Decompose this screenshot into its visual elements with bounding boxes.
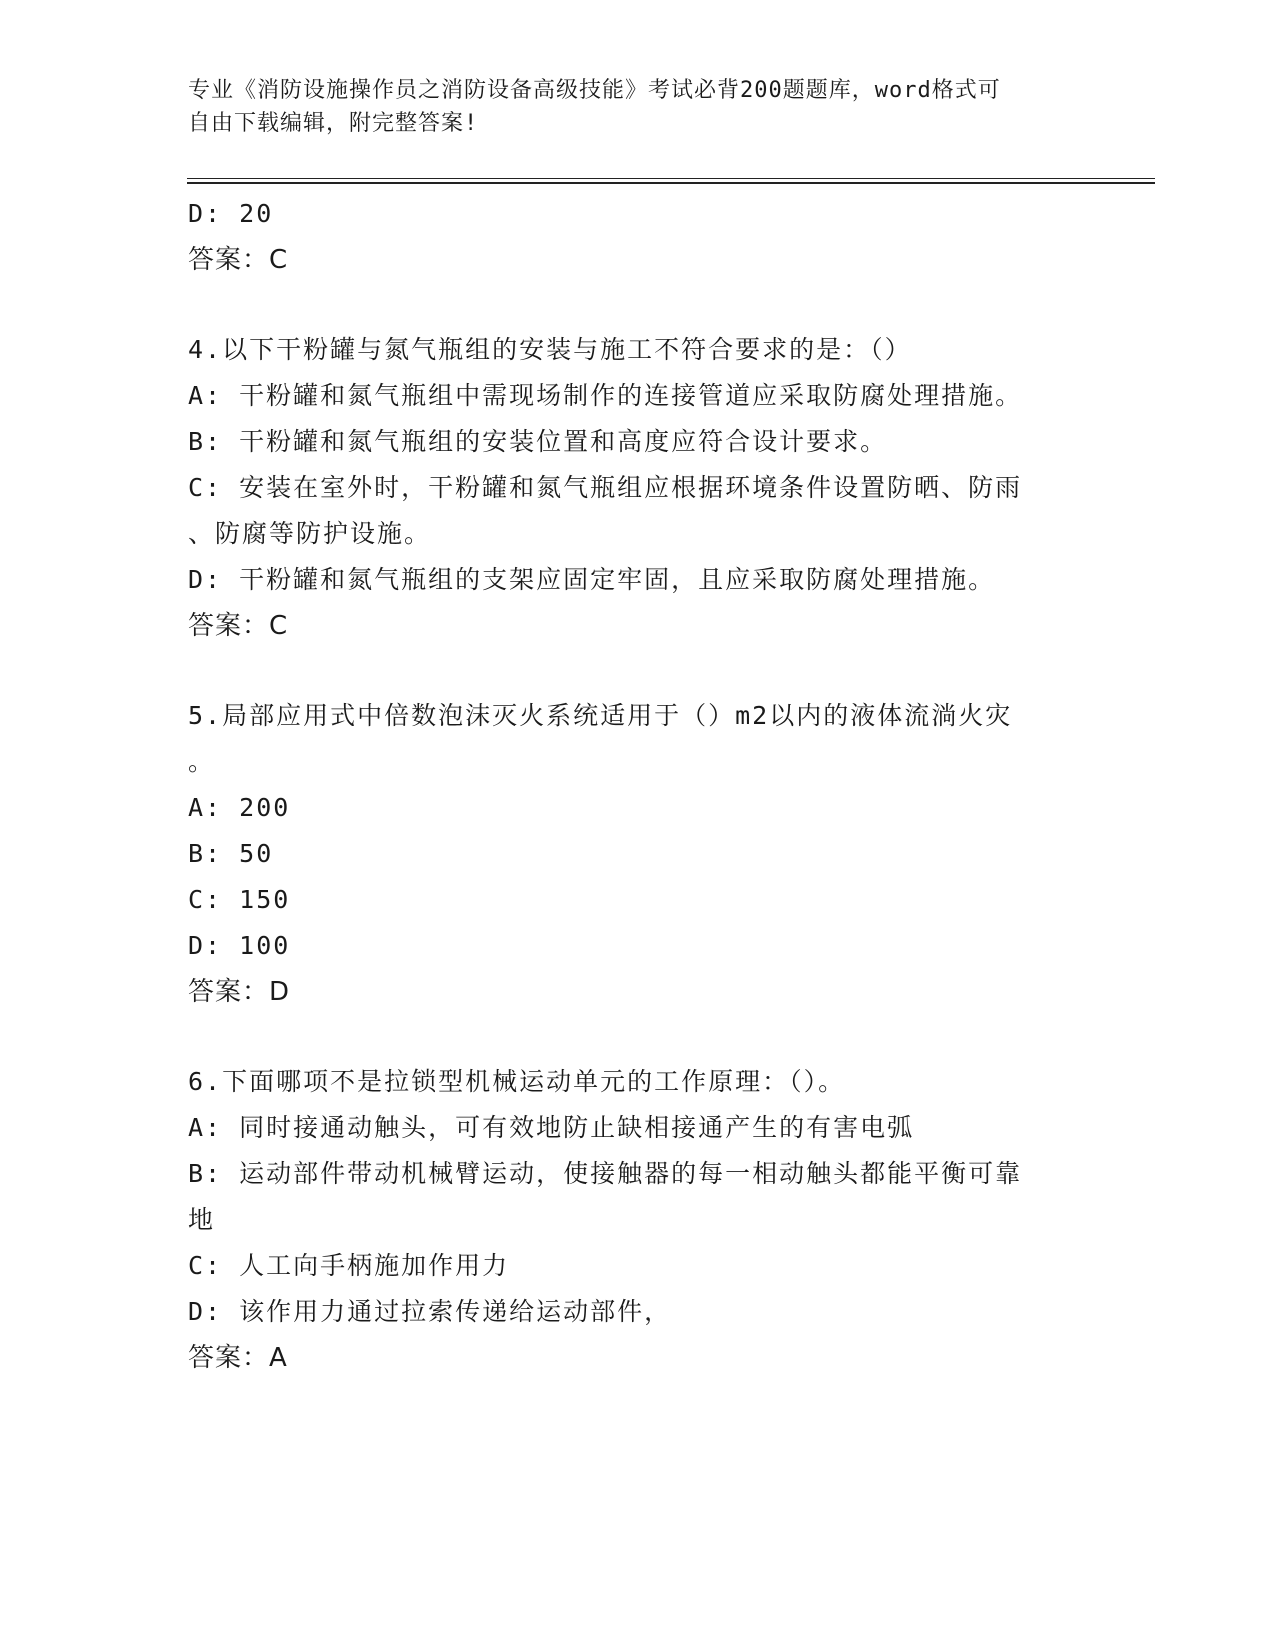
option-c: C: 150 <box>188 885 291 914</box>
option-d: D: 该作用力通过拉索传递给运动部件， <box>188 1297 672 1326</box>
question-text: 5.局部应用式中倍数泡沫灭火系统适用于（）m2以内的液体流淌火灾 <box>188 701 1013 730</box>
answer: 答案：C <box>188 611 289 641</box>
option-c: C: 人工向手柄施加作用力 <box>188 1251 510 1280</box>
answer: 答案：D <box>188 977 291 1007</box>
question-block-4 <box>188 327 1088 649</box>
answer: 答案：C <box>188 245 289 275</box>
option-b-continued: 地 <box>188 1205 216 1234</box>
question-block-5 <box>188 693 1088 1015</box>
option-b: B: 50 <box>188 839 274 868</box>
document-header <box>188 74 1088 140</box>
answer: 答案：A <box>188 1343 288 1373</box>
option-c: C: 安装在室外时，干粉罐和氮气瓶组应根据环境条件设置防晒、防雨 <box>188 473 1023 502</box>
question-text: 6.下面哪项不是拉锁型机械运动单元的工作原理：（）。 <box>188 1067 846 1096</box>
option-c-continued: 、防腐等防护设施。 <box>188 519 432 548</box>
header-divider-thin <box>187 178 1155 179</box>
question-block-previous <box>188 191 1088 283</box>
header-divider-thick <box>187 182 1155 184</box>
question-text: 4.以下干粉罐与氮气瓶组的安装与施工不符合要求的是：（） <box>188 335 912 364</box>
spacer <box>188 1015 1088 1059</box>
option-d: D: 干粉罐和氮气瓶组的支架应固定牢固，且应采取防腐处理措施。 <box>188 565 996 594</box>
document-body <box>188 191 1088 1381</box>
option-b: B: 运动部件带动机械臂运动，使接触器的每一相动触头都能平衡可靠 <box>188 1159 1023 1188</box>
spacer <box>188 283 1088 327</box>
option-a: A: 干粉罐和氮气瓶组中需现场制作的连接管道应采取防腐处理措施。 <box>188 381 1023 410</box>
header-line-2: 自由下载编辑，附完整答案! <box>188 111 479 136</box>
option-b: B: 干粉罐和氮气瓶组的安装位置和高度应符合设计要求。 <box>188 427 888 456</box>
question-block-6 <box>188 1059 1088 1381</box>
header-line-1: 专业《消防设施操作员之消防设备高级技能》考试必背200题题库，word格式可 <box>188 78 1001 103</box>
option-d: D: 20 <box>188 199 274 228</box>
option-d: D: 100 <box>188 931 291 960</box>
question-text-continued: 。 <box>188 747 216 776</box>
option-a: A: 同时接通动触头，可有效地防止缺相接通产生的有害电弧 <box>188 1113 915 1142</box>
spacer <box>188 649 1088 693</box>
option-a: A: 200 <box>188 793 291 822</box>
